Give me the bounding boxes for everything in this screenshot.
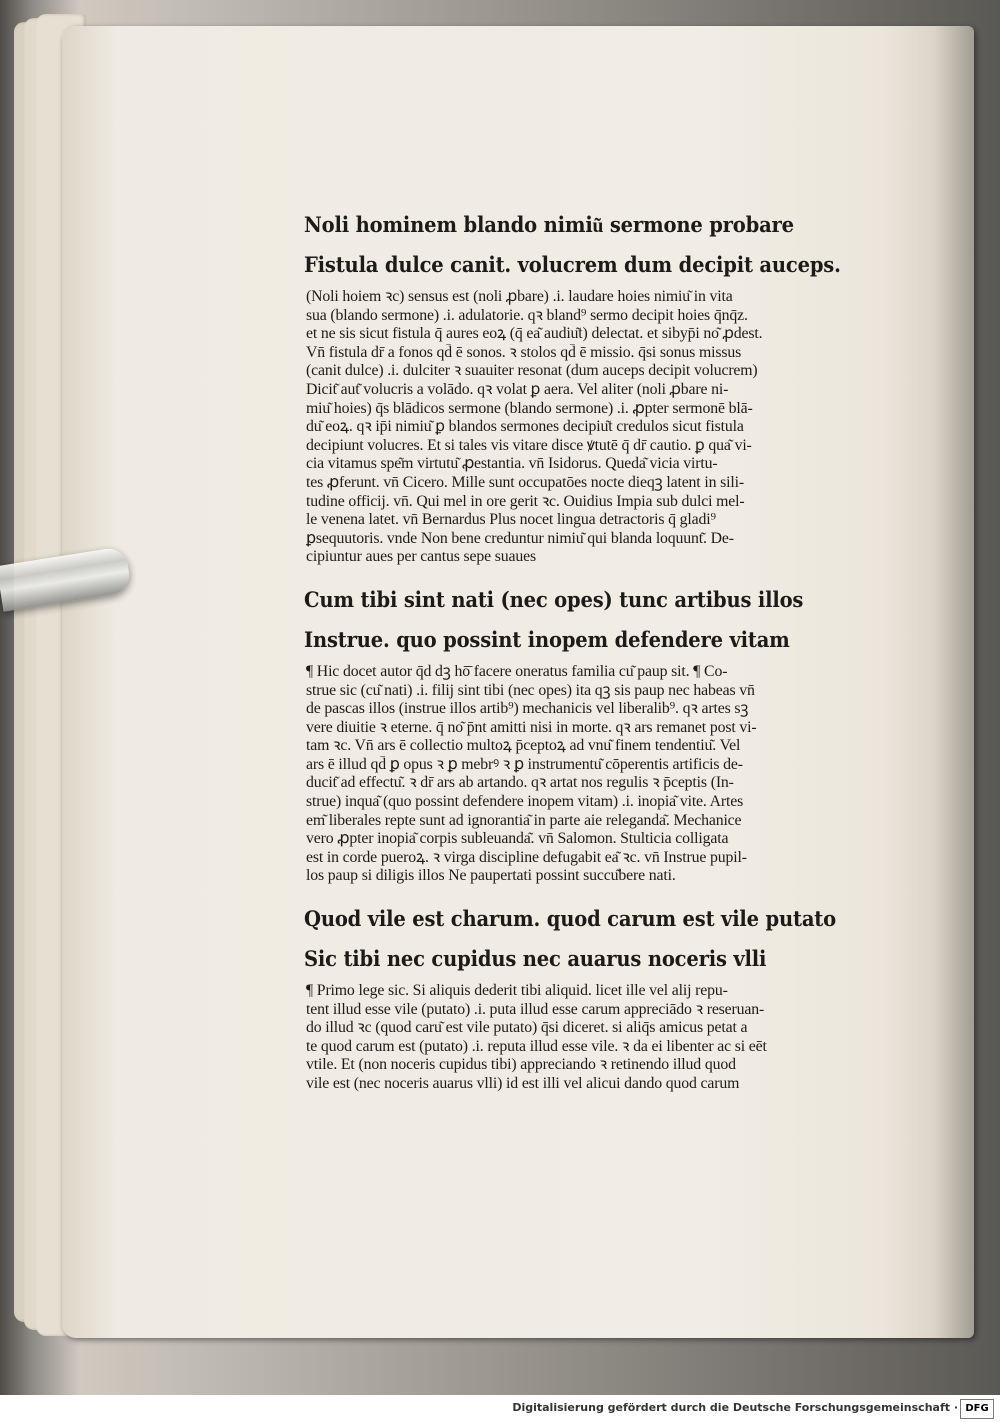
commentary-line: et ne sis sicut fistula q̄ aures eoꝝ (q̄ ea͂ audiu͂t) delectat. et sibyp̄i no͂ ꝓdest. bbox=[306, 325, 763, 343]
commentary-line: (canit dulce) .i. dulciter ꝛ suauiter resonat (dum auceps decipit volucrem) bbox=[306, 362, 758, 380]
commentary-line: ars ē illud qd̄ ꝑ opus ꝛ ꝑ mebrꝰ ꝛ ꝑ instrumentu͂ cōperentis artificis de- bbox=[306, 755, 743, 773]
commentary-line: decipiunt volucres. Et si tales vis vitare disce ꝟtutē q̄ dr̄ cautio. ꝑ qua͂ vi- bbox=[306, 436, 752, 454]
commentary-line: do illud ꝛc (quod caru͂ est vile putato) q̄si diceret. si aliq̄s amicus petat a bbox=[306, 1019, 748, 1037]
commentary-line: sua (blando sermone) .i. adulatorie. qꝛ bland⁹ sermo decipit hoies q̄nq̄z. bbox=[306, 306, 748, 324]
commentary-line: Vn̄ fistula dr̄ a fonos qd̄ ē sonos. ꝛ stolos qd̄ ē missio. q̄si sonus missus bbox=[306, 343, 742, 361]
verse-line: Noli hominem blando nimiu͂ sermone probare bbox=[304, 212, 794, 237]
commentary-line: em͂ liberales repte sunt ad ignorantia͂ in parte aie releganda͂. Mechanice bbox=[306, 811, 742, 829]
commentary-line: cia vitamus spe͂m virtutu͂ ꝓestantia. vn̄ Isidorus. Queda͂ vicia virtu- bbox=[306, 455, 718, 473]
funding-credit: Digitalisierung gefördert durch die Deutsche Forschungsgemeinschaft · bbox=[512, 1401, 958, 1414]
verse-line: Quod vile est charum. quod carum est vile putato bbox=[304, 906, 836, 932]
gutter-shadow bbox=[934, 26, 974, 1338]
commentary-block bbox=[306, 288, 888, 567]
commentary-line: du͂ eoꝝ. qꝛ ip̄i nimiu͂ ꝑ blandos sermones decipiu͂t credulos sicut fistula bbox=[306, 418, 744, 436]
commentary-line: tent illud esse vile (putato) .i. puta illud esse carum appreciādo ꝛ reseruan- bbox=[306, 1000, 765, 1018]
commentary-line: miu͂ hoies) q̄s blādicos sermone (blando sermone) .i. ꝓpter sermonē blā- bbox=[306, 399, 753, 417]
commentary-line: ꝑsequutoris. vnde Non bene creduntur nimiu͂ qui blanda loquunt͂. De- bbox=[306, 529, 734, 547]
commentary-line: vere diuitie ꝛ eterne. q̄ no͂ p̄nt amitti nisi in morte. qꝛ ars remanet post vi- bbox=[306, 718, 757, 736]
verse-line: Cum tibi sint nati (nec opes) tunc artibus illos bbox=[304, 586, 804, 612]
commentary-line: te quod carum est (putato) .i. reputa illud esse vile. ꝛ da ei libenter ac si eēt bbox=[306, 1037, 767, 1055]
commentary-line: est in corde pueroꝝ. ꝛ virga discipline defugabit ea͂ ꝛc. vn̄ Instrue pupil- bbox=[306, 848, 747, 866]
verse-line: Fistula dulce canit. volucrem dum decipit auceps. bbox=[304, 252, 841, 277]
footer-bar bbox=[0, 1395, 1000, 1422]
commentary-block bbox=[306, 982, 888, 1094]
commentary-line: (Noli hoiem ꝛc) sensus est (noli ꝓbare) .i. laudare hoies nimiu͂ in vita bbox=[306, 288, 733, 305]
commentary-line: ¶ Hic docet autor q̄d dꝫ hō̄ facere oneratus familia cu͂ paup sit. ¶ Co- bbox=[306, 662, 728, 680]
commentary-line: los paup si diligis illos Ne paupertati possint succu͂bere nati. bbox=[306, 867, 676, 885]
commentary-line: tes ꝓferunt. vn̄ Cicero. Mille sunt occupatōes nocte dieqꝫ latent in sili- bbox=[306, 473, 744, 491]
commentary-line: vtile. Et (non noceris cupidus tibi) appreciando ꝛ retinendo illud quod bbox=[306, 1056, 736, 1074]
commentary-line: vile est (nec noceris auarus vlli) id est illi vel alicui dando quod carum bbox=[306, 1075, 740, 1092]
commentary-line: cipiuntur aues per cantus sepe suaues bbox=[306, 548, 537, 566]
commentary-line: Dicit͂ aut͂ volucris a volādo. qꝛ volat ꝑ aera. Vel aliter (noli ꝓbare ni- bbox=[306, 380, 729, 398]
commentary-line: vero ꝓpter inopia͂ corpis subleuanda͂. vn̄ Salomon. Stulticia colligata bbox=[306, 830, 729, 848]
commentary-line: le venena latet. vn̄ Bernardus Plus nocet lingua detractoris q̄ gladi⁹ bbox=[306, 511, 716, 529]
verse-line: Instrue. quo possint inopem defendere vitam bbox=[304, 626, 790, 652]
commentary-line: strue) inqua͂ (quo possint defendere inopem vitam) .i. inopia͂ vite. Artes bbox=[306, 793, 744, 811]
verse-line: Sic tibi nec cupidus nec auarus noceris vlli bbox=[304, 946, 767, 972]
commentary-line: tam ꝛc. Vn̄ ars ē collectio multoꝝ p̄ceptoꝝ ad vnu͂ finem tendentiu͂. Vel bbox=[306, 737, 741, 755]
commentary-block bbox=[306, 663, 888, 886]
commentary-line: ducit͂ ad effectu͂. ꝛ dr̄ ars ab artando. qꝛ artat nos regulis ꝛ p̄ceptis (In- bbox=[306, 774, 734, 792]
text-block bbox=[298, 208, 888, 1110]
dfg-logo-icon: DFG bbox=[960, 1399, 994, 1419]
commentary-line: de pascas illos (instrue illos artib⁹) mechanicis vel liberalib⁹. qꝛ artes sꝫ bbox=[306, 700, 749, 718]
commentary-line: tudine officij. vn̄. Qui mel in ore gerit ꝛc. Ouidius Impia sub dulci mel- bbox=[306, 492, 745, 510]
commentary-line: ¶ Primo lege sic. Si aliquis dederit tibi aliquid. licet ille vel alij repu- bbox=[306, 982, 728, 1000]
commentary-line: strue sic (cu͂ nati) .i. filij sint tibi (nec opes) ita qꝫ sis paup nec habeas vn̄ bbox=[306, 681, 755, 699]
